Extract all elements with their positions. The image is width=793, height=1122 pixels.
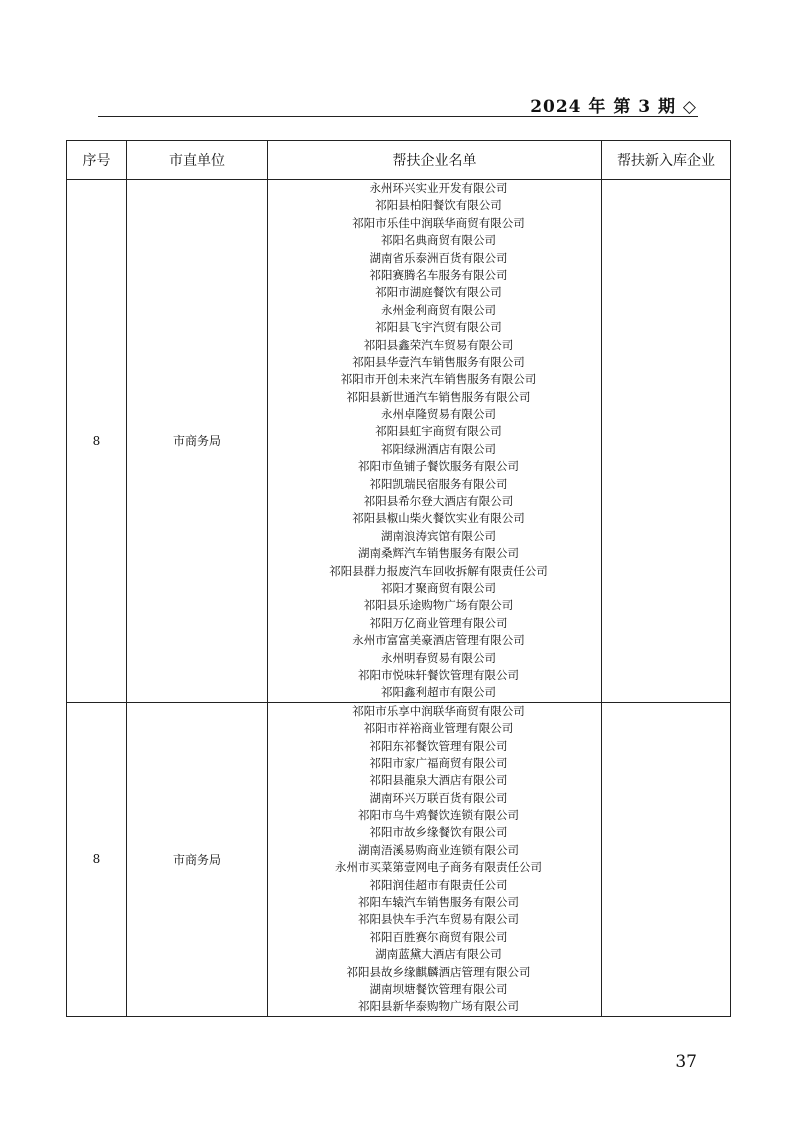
company-name: 祁阳市家广福商贸有限公司 (369, 755, 508, 770)
table-row (67, 702, 731, 1016)
company-name: 湖南环兴万联百货有限公司 (369, 790, 508, 805)
company-name: 祁阳市祥裕商业管理有限公司 (363, 721, 514, 736)
company-name: 祁阳鑫利超市有限公司 (381, 685, 496, 700)
company-name: 祁阳县柏阳餐饮有限公司 (375, 198, 502, 213)
company-name: 祁阳县快车手汽车贸易有限公司 (358, 912, 519, 927)
company-name: 祁阳县鑫荣汽车贸易有限公司 (363, 337, 514, 352)
company-name: 祁阳凯瑞民宿服务有限公司 (369, 476, 508, 491)
company-table (66, 140, 731, 1017)
company-name: 祁阳赛腾名车服务有限公司 (369, 267, 508, 282)
row-number: 8 (67, 702, 127, 1016)
column-header-companies: 帮扶企业名单 (268, 141, 602, 180)
new-companies-cell (602, 702, 731, 1016)
company-name: 祁阳市鱼铺子餐饮服务有限公司 (358, 459, 519, 474)
company-name: 祁阳县新世通汽车销售服务有限公司 (346, 389, 531, 404)
company-name: 祁阳市乐享中润联华商贸有限公司 (352, 703, 525, 718)
company-list (268, 180, 602, 703)
issue-label: 2024 年 第 3 期 ◇ (530, 97, 697, 117)
company-name: 祁阳绿洲酒店有限公司 (381, 441, 496, 456)
company-name: 祁阳市悦味轩餐饮管理有限公司 (358, 667, 519, 682)
company-name: 祁阳县希尔登大酒店有限公司 (363, 494, 514, 509)
company-name: 祁阳东祁餐饮管理有限公司 (369, 738, 508, 753)
company-name: 湖南坝塘餐饮管理有限公司 (369, 981, 508, 996)
column-header-number: 序号 (67, 141, 127, 180)
row-number: 8 (67, 180, 127, 703)
company-name: 祁阳县华壹汽车销售服务有限公司 (352, 354, 525, 369)
company-name: 湖南浪涛宾馆有限公司 (381, 528, 496, 543)
column-header-new-companies: 帮扶新入库企业 (602, 141, 731, 180)
header-divider (98, 116, 698, 117)
company-name: 祁阳润佳超市有限责任公司 (369, 877, 508, 892)
company-name: 湖南桑辉汽车销售服务有限公司 (358, 546, 519, 561)
row-unit: 市商务局 (127, 702, 268, 1016)
company-name: 祁阳百胜赛尔商贸有限公司 (369, 929, 508, 944)
company-name: 祁阳市乌牛鸡餐饮连锁有限公司 (358, 808, 519, 823)
company-name: 祁阳县龍泉大酒店有限公司 (369, 773, 508, 788)
table-header-row (67, 141, 731, 180)
company-name: 永州金利商贸有限公司 (381, 302, 496, 317)
company-name: 永州卓隆贸易有限公司 (381, 407, 496, 422)
table-row (67, 180, 731, 703)
company-name: 祁阳市湖庭餐饮有限公司 (375, 285, 502, 300)
company-name: 祁阳县群力报废汽车回收拆解有限责任公司 (329, 563, 548, 578)
company-name: 永州市买菜第壹网电子商务有限责任公司 (335, 860, 542, 875)
company-name: 湖南省乐泰洲百货有限公司 (369, 250, 508, 265)
company-name: 祁阳县乐途购物广场有限公司 (363, 598, 514, 613)
company-name: 祁阳车辕汽车销售服务有限公司 (358, 895, 519, 910)
row-unit: 市商务局 (127, 180, 268, 703)
new-companies-cell (602, 180, 731, 703)
company-list (268, 702, 602, 1016)
company-name: 祁阳万亿商业管理有限公司 (369, 615, 508, 630)
company-name: 祁阳县故乡缘麒麟酒店管理有限公司 (346, 964, 531, 979)
company-name: 祁阳市乐佳中润联华商贸有限公司 (352, 215, 525, 230)
company-name: 祁阳县椒山柴火餐饮实业有限公司 (352, 511, 525, 526)
company-name: 祁阳县飞宇汽贸有限公司 (375, 320, 502, 335)
company-name: 祁阳名典商贸有限公司 (381, 233, 496, 248)
company-name: 祁阳县虹宇商贸有限公司 (375, 424, 502, 439)
company-name: 湖南蓝黛大酒店有限公司 (375, 947, 502, 962)
company-name: 永州市富富美豪酒店管理有限公司 (352, 633, 525, 648)
company-name: 永州明春贸易有限公司 (381, 650, 496, 665)
company-name: 祁阳市开创未来汽车销售服务有限公司 (340, 372, 537, 387)
company-name: 祁阳市故乡缘餐饮有限公司 (369, 825, 508, 840)
company-name: 祁阳才聚商贸有限公司 (381, 580, 496, 595)
company-name: 湖南浯溪易购商业连锁有限公司 (358, 842, 519, 857)
company-name: 永州环兴实业开发有限公司 (369, 181, 508, 195)
page-number: 37 (675, 1052, 697, 1072)
company-name: 祁阳县新华泰购物广场有限公司 (358, 999, 519, 1014)
column-header-unit: 市直单位 (127, 141, 268, 180)
